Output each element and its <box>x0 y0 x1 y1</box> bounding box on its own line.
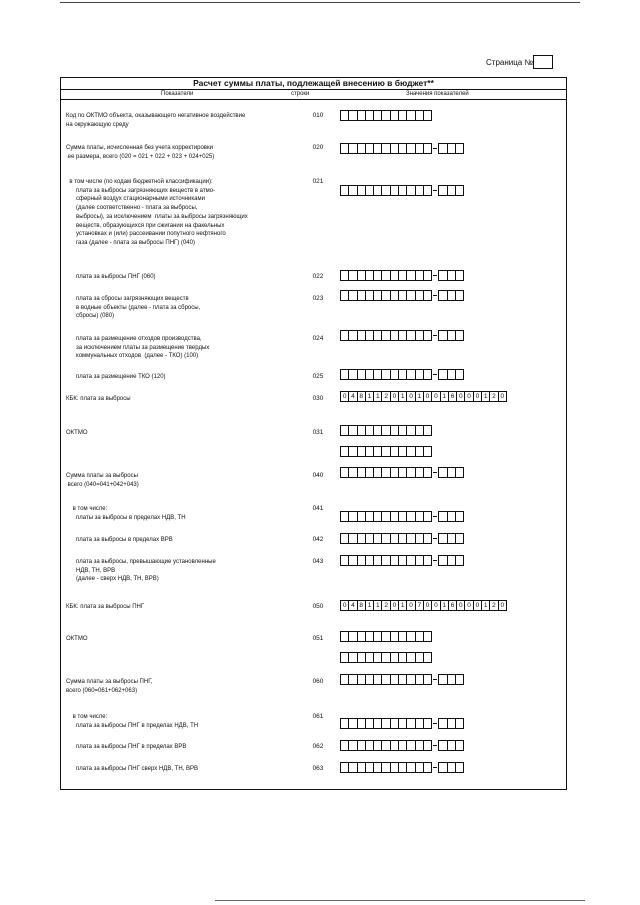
value-cell[interactable]: 1 <box>365 600 374 611</box>
value-cell[interactable]: 1 <box>398 391 407 402</box>
decimal-separator <box>433 516 437 517</box>
value-cells-031 <box>340 425 431 436</box>
value-cells-025 <box>340 369 463 380</box>
value-cell[interactable] <box>455 330 464 341</box>
row-code-043: 043 <box>312 558 324 565</box>
value-cell[interactable] <box>423 740 432 751</box>
value-cell[interactable] <box>423 533 432 544</box>
row-code-063: 063 <box>312 765 324 772</box>
value-cell[interactable]: 7 <box>415 600 424 611</box>
row-label-025: плата за размещение ТКО (120) <box>66 374 166 380</box>
value-cell[interactable] <box>423 718 432 729</box>
header-indicators: Показатели <box>161 91 194 97</box>
row-code-030: 030 <box>312 395 324 402</box>
row-code-041: 041 <box>312 505 324 512</box>
value-cell[interactable] <box>423 185 432 196</box>
value-cell[interactable] <box>423 674 432 685</box>
value-cell[interactable] <box>455 185 464 196</box>
value-cells-043 <box>340 555 463 566</box>
value-cell[interactable]: 2 <box>381 391 390 402</box>
value-cell[interactable] <box>423 290 432 301</box>
decimal-separator <box>433 560 437 561</box>
value-cell[interactable]: 0 <box>431 600 440 611</box>
row-label-061: в том числе: плата за выбросы ПНГ в пределах НДВ, ТН <box>72 714 199 729</box>
row-code-023: 023 <box>312 295 324 302</box>
row-label-021: в том числе (по кодам бюджетной классификации): плата за выбросы загрязняющих веществ в атмо- сферный воздух стационарными источниками (далее соответственно - плата за выбросы, выбросы), за исключением платы за выбросы загрязняющих веществ, образующихся при сжигании на факельных установках и (или) рассеивании попутного нефтяного газа (далее - плата за выбросы ПНГ) (040) <box>69 179 248 246</box>
value-cell[interactable] <box>455 143 464 154</box>
value-cell[interactable] <box>455 467 464 478</box>
value-cell[interactable] <box>455 740 464 751</box>
value-cell[interactable]: 1 <box>373 391 382 402</box>
value-cells-030 <box>340 391 506 402</box>
decimal-separator <box>433 335 437 336</box>
decimal-separator <box>433 148 437 149</box>
row-label-030: КБК: плата за выбросы <box>66 396 131 402</box>
decimal-separator <box>433 723 437 724</box>
value-cell[interactable] <box>423 330 432 341</box>
row-label-060: Сумма платы за выбросы ПНГ, всего (060=061+062+063) <box>66 679 153 694</box>
value-cell[interactable]: 0 <box>340 600 349 611</box>
value-cell[interactable] <box>423 631 432 642</box>
value-cell[interactable]: 2 <box>489 391 498 402</box>
header-values: Значения показателей <box>406 91 469 97</box>
value-cell[interactable]: 1 <box>440 600 449 611</box>
value-cells-042 <box>340 533 463 544</box>
value-cell[interactable]: 0 <box>473 600 482 611</box>
value-cell[interactable]: 6 <box>448 391 457 402</box>
value-cell[interactable]: 8 <box>357 391 366 402</box>
decimal-separator <box>433 538 437 539</box>
value-cells-031b <box>340 446 431 457</box>
row-label-050: КБК: плата за выбросы ПНГ <box>66 604 145 610</box>
value-cell[interactable]: 0 <box>423 600 432 611</box>
value-cell[interactable]: 1 <box>373 600 382 611</box>
row-label-024: плата за размещение отходов производства, за исключением платы за размещение твердых коммунальных отходов (далее - ТКО) (100) <box>76 336 210 360</box>
value-cell[interactable]: 0 <box>498 391 507 402</box>
value-cell[interactable]: 6 <box>448 600 457 611</box>
value-cell[interactable]: 0 <box>456 600 465 611</box>
value-cells-021 <box>340 185 463 196</box>
row-code-022: 022 <box>312 273 324 280</box>
value-cell[interactable] <box>423 369 432 380</box>
value-cell[interactable] <box>423 511 432 522</box>
header-row-code: строки <box>291 91 310 97</box>
row-code-031: 031 <box>312 429 324 436</box>
value-cell[interactable]: 2 <box>381 600 390 611</box>
row-code-042: 042 <box>312 536 324 543</box>
row-code-051: 051 <box>312 635 324 642</box>
value-cell[interactable] <box>455 555 464 566</box>
row-label-040: Сумма платы за выбросы всего (040=041+042+043) <box>66 473 139 488</box>
page-number-box[interactable] <box>533 55 553 69</box>
row-code-062: 062 <box>312 743 324 750</box>
value-cell[interactable] <box>455 762 464 773</box>
value-cells-061 <box>340 718 463 729</box>
decimal-separator <box>433 295 437 296</box>
value-cell[interactable]: 1 <box>365 391 374 402</box>
value-cells-050 <box>340 600 506 611</box>
value-cell[interactable]: 0 <box>464 600 473 611</box>
value-cell[interactable] <box>423 467 432 478</box>
row-label-020: Сумма платы, исчисленная без учета корректировки ее размера, всего (020 = 021 + 022 + 023 + 024+025) <box>66 145 215 160</box>
row-code-020: 020 <box>312 144 324 151</box>
row-code-025: 025 <box>312 373 324 380</box>
row-label-051: ОКТМО <box>66 636 88 642</box>
decimal-separator <box>433 374 437 375</box>
value-cell[interactable]: 0 <box>406 391 415 402</box>
row-code-021: 021 <box>312 178 324 185</box>
row-code-060: 060 <box>312 678 324 685</box>
page-number-label: Страница № <box>486 58 534 67</box>
value-cells-022 <box>340 270 463 281</box>
row-label-022: плата за выбросы ПНГ (060) <box>66 274 156 280</box>
value-cell[interactable]: 8 <box>357 600 366 611</box>
value-cell[interactable] <box>455 718 464 729</box>
value-cell[interactable]: 1 <box>440 391 449 402</box>
row-label-062: плата за выбросы ПНГ в пределах ВРВ <box>66 744 187 750</box>
value-cell[interactable] <box>455 511 464 522</box>
value-cells-063 <box>340 762 463 773</box>
value-cell[interactable]: 1 <box>415 391 424 402</box>
decimal-separator <box>433 679 437 680</box>
value-cell[interactable]: 0 <box>431 391 440 402</box>
value-cell[interactable]: 0 <box>473 391 482 402</box>
row-label-043: плата за выбросы, превышающие установленные НДВ, ТН, ВРВ (далее - сверх НДВ, ТН, ВРВ) <box>76 559 216 583</box>
row-label-010: Код по ОКТМО объекта, оказывающего негативное воздействие на окружающую среду <box>66 113 246 128</box>
row-code-061: 061 <box>312 713 324 720</box>
value-cell[interactable]: 1 <box>398 600 407 611</box>
row-label-023: плата за сбросы загрязняющих веществ в водные объекты (далее - плата за сбросы, сбросы) (080) <box>76 296 201 320</box>
value-cell[interactable]: 0 <box>498 600 507 611</box>
value-cell[interactable] <box>455 369 464 380</box>
value-cell[interactable] <box>423 555 432 566</box>
value-cell[interactable]: 2 <box>489 600 498 611</box>
top-rule <box>60 2 580 3</box>
value-cell[interactable]: 0 <box>340 391 349 402</box>
value-cells-051 <box>340 631 431 642</box>
value-cell[interactable] <box>455 674 464 685</box>
value-cells-010 <box>340 110 431 121</box>
value-cells-024 <box>340 330 463 341</box>
decimal-separator <box>433 472 437 473</box>
decimal-separator <box>433 275 437 276</box>
value-cells-051b <box>340 652 431 663</box>
value-cell[interactable]: 0 <box>390 391 399 402</box>
value-cell[interactable]: 0 <box>464 391 473 402</box>
row-code-040: 040 <box>312 472 324 479</box>
value-cell[interactable] <box>423 762 432 773</box>
decimal-separator <box>433 767 437 768</box>
value-cell[interactable]: 1 <box>481 600 490 611</box>
value-cell[interactable]: 0 <box>390 600 399 611</box>
value-cells-040 <box>340 467 463 478</box>
value-cells-020 <box>340 143 463 154</box>
value-cell[interactable] <box>455 290 464 301</box>
value-cell[interactable]: 4 <box>348 600 357 611</box>
value-cell[interactable]: 0 <box>456 391 465 402</box>
value-cell[interactable] <box>423 652 432 663</box>
row-label-041: в том числе: платы за выбросы в пределах НДВ, ТН <box>72 506 186 521</box>
value-cell[interactable] <box>455 270 464 281</box>
row-code-010: 010 <box>312 112 324 119</box>
value-cell[interactable]: 0 <box>423 391 432 402</box>
decimal-separator <box>433 190 437 191</box>
table-header-row <box>61 89 566 100</box>
value-cell[interactable]: 0 <box>406 600 415 611</box>
value-cells-062 <box>340 740 463 751</box>
row-label-042: плата за выбросы в пределах ВРВ <box>66 537 173 543</box>
value-cell[interactable] <box>423 446 432 457</box>
value-cell[interactable] <box>455 533 464 544</box>
row-label-031: ОКТМО <box>66 430 88 436</box>
row-code-024: 024 <box>312 335 324 342</box>
value-cells-041 <box>340 511 463 522</box>
value-cells-023 <box>340 290 463 301</box>
row-label-063: плата за выбросы ПНГ сверх НДВ, ТН, ВРВ <box>66 766 199 772</box>
value-cell[interactable]: 1 <box>481 391 490 402</box>
value-cell[interactable] <box>423 270 432 281</box>
value-cell[interactable] <box>423 425 432 436</box>
value-cell[interactable]: 4 <box>348 391 357 402</box>
value-cell[interactable] <box>423 143 432 154</box>
value-cell[interactable] <box>423 110 432 121</box>
bottom-rule <box>215 900 585 901</box>
value-cells-060 <box>340 674 463 685</box>
table-title: Расчет суммы платы, подлежащей внесению в бюджет** <box>61 78 566 90</box>
row-code-050: 050 <box>312 603 324 610</box>
decimal-separator <box>433 745 437 746</box>
